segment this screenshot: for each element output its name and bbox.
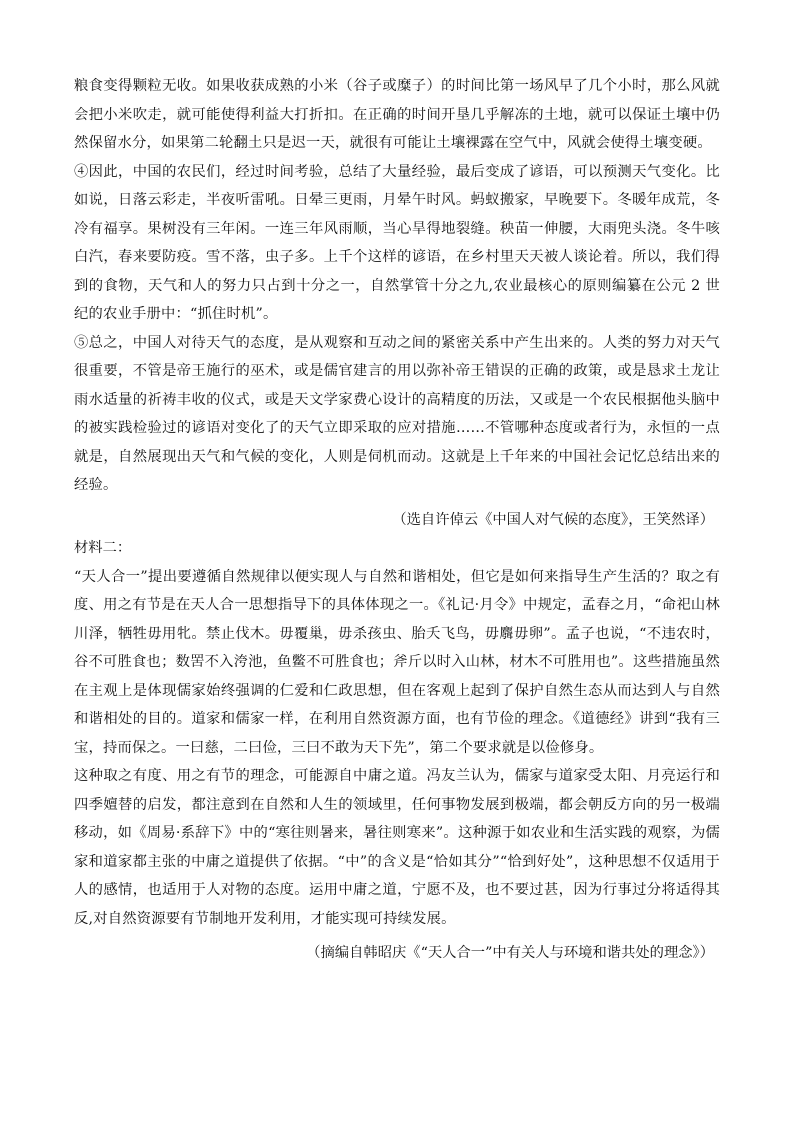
material2-source-citation: （摘编自韩昭庆《“天人合一”中有关人与环境和谐共处的理念》） bbox=[306, 945, 714, 961]
material2-paragraph-2: 这种取之有度、用之有节的理念，可能源自中庸之道。冯友兰认为，儒家与道家受太阳、月亮运行和四季嬗替的启发，都注意到在自然和人生的领域里，任何事物发展到极端，都会朝反方向的另一极端移动，如《周易·系辞下》中的“寒往则暑来，暑往则寒来”。这种源于如农业和生活实践的观察，为儒家和道家都主张的中庸之道提供了依据。“中”的含义是“恰如其分”“恰到好处”，这种思想不仅适用于人的感情，也适用于人对物的态度。运用中庸之道，宁愿不及，也不要过甚，因为行事过分将适得其反,对自然资源要有节制地开发利用，才能实现可持续发展。 bbox=[74, 768, 720, 927]
material2-heading: 材料二： bbox=[74, 540, 132, 556]
material1-paragraph-4: ④因此，中国的农民们，经过时间考验，总结了大量经验，最后变成了谚语，可以预测天气变化。比如说，日落云彩走，半夜听雷吼。日晕三更雨，月晕午时风。蚂蚁搬家，早晚要下。冬暖年成荒，冬冷有福享。果树没有三年闲。一连三年风雨顺，当心旱得地裂缝。秧苗一伸腰，大雨兜头浇。冬牛咳白汽，春来要防疫。雪不落，虫子多。上千个这样的谚语，在乡村里天天被人谈论着。所以，我们得到的食物，天气和人的努力只占到十分之一，自然掌管十分之九,农业最核心的原则编纂在公元 2 世纪的农业手册中：“抓住时机”。 bbox=[74, 163, 720, 322]
document-page bbox=[74, 72, 720, 968]
material1-source-citation: （选自许倬云《中国人对气候的态度》，王笑然译） bbox=[392, 511, 714, 528]
material1-paragraph-continued: 粮食变得颗粒无收。如果收获成熟的小米（谷子或糜子）的时间比第一场风早了几个小时，那么风就会把小米吹走，就可能使得利益大打折扣。在正确的时间开垦几乎解冻的土地，就可以保证土壤中仍然保留水分，如果第二轮翻土只是迟一天，就很有可能让土壤裸露在空气中，风就会使得土壤变硬。 bbox=[74, 78, 720, 151]
material2-paragraph-1: “天人合一”提出要遵循自然规律以便实现人与自然和谐相处，但它是如何来指导生产生活的？取之有度、用之有节是在天人合一思想指导下的具体体现之一。《礼记·月令》中规定，孟春之月，“命祀山林川泽，牺牲毋用牝。禁止伐木。毋覆巢，毋杀孩虫、胎夭飞鸟，毋麛毋卵”。孟子也说，“不违农时，谷不可胜食也；数罟不入洿池，鱼鳖不可胜食也；斧斤以时入山林，材木不可胜用也”。这些措施虽然在主观上是体现儒家始终强调的仁爱和仁政思想，但在客观上起到了保护自然生态从而达到人与自然和谐相处的目的。道家和儒家一样，在利用自然资源方面，也有节俭的理念。《道德经》讲到“我有三宝，持而保之。一曰慈，二曰俭，三曰不敢为天下先”，第二个要求就是以俭修身。 bbox=[74, 568, 720, 756]
material1-paragraph-5: ⑤总之，中国人对待天气的态度，是从观察和互动之间的紧密关系中产生出来的。人类的努力对天气很重要，不管是帝王施行的巫术，或是儒官建言的用以弥补帝王错误的正确的政策，或是恳求土龙让雨水适量的祈祷丰收的仪式，或是天文学家费心设计的高精度的历法，又或是一个农民根据他头脑中的被实践检验过的谚语对变化了的天气立即采取的应对措施……不管哪种态度或者行为，永恒的一点就是，自然展现出天气和气候的变化，人则是伺机而动。这就是上千年来的中国社会记忆总结出来的经验。 bbox=[74, 334, 720, 493]
